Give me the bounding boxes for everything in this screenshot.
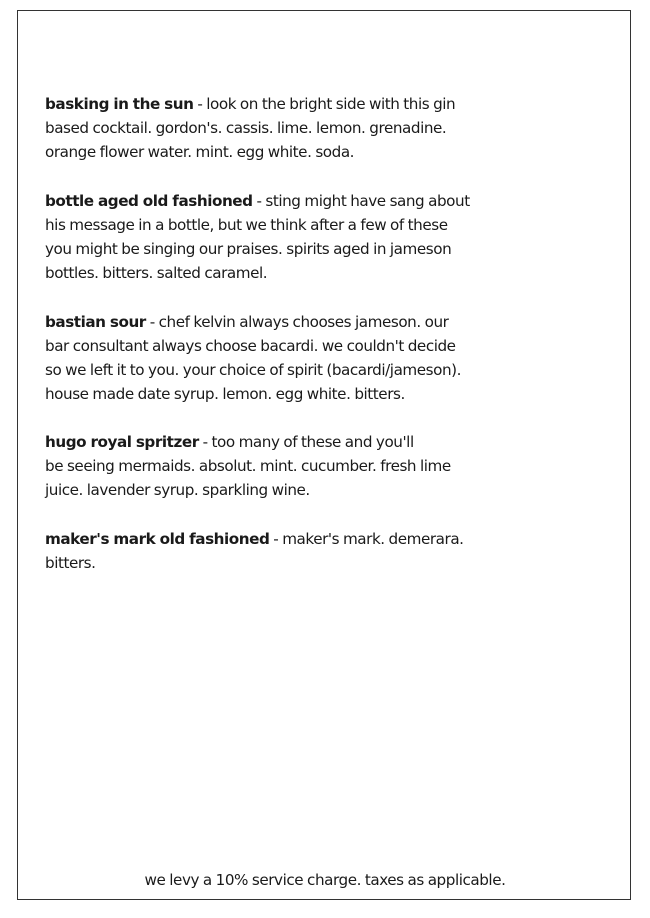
menu-item-name: hugo royal spritzer bbox=[45, 433, 199, 451]
menu-item-first-line bbox=[45, 527, 464, 551]
menu-item-description: orange flower water. mint. egg white. soda. bbox=[45, 143, 355, 161]
menu-item-bastian-sour bbox=[45, 310, 461, 406]
menu-item-makers-mark-old-fashioned bbox=[45, 527, 464, 575]
menu-item-description: - look on the bright side with this gin bbox=[193, 95, 456, 113]
menu-item-description: be seeing mermaids. absolut. mint. cucumber. fresh lime bbox=[45, 457, 451, 475]
menu-item-description: house made date syrup. lemon. egg white. bitters. bbox=[45, 385, 405, 403]
menu-item-description: so we left it to you. your choice of spirit (bacardi/jameson). bbox=[45, 361, 461, 379]
menu-item-description: - too many of these and you'll bbox=[198, 433, 414, 451]
menu-item-description: bar consultant always choose bacardi. we couldn't decide bbox=[45, 337, 456, 355]
menu-item-bottle-aged-old-fashioned bbox=[45, 189, 470, 285]
menu-item-description: - chef kelvin always chooses jameson. our bbox=[145, 313, 449, 331]
menu-item-first-line bbox=[45, 430, 451, 454]
menu-item-description: you might be singing our praises. spirits aged in jameson bbox=[45, 240, 452, 258]
menu-item-name: basking in the sun bbox=[45, 95, 194, 113]
menu-item-description: - sting might have sang about bbox=[252, 192, 470, 210]
menu-item-first-line bbox=[45, 92, 455, 116]
menu-item-description: juice. lavender syrup. sparkling wine. bbox=[45, 481, 310, 499]
menu-item-basking-in-the-sun bbox=[45, 92, 455, 164]
menu-item-description: - maker's mark. demerara. bbox=[269, 530, 464, 548]
service-charge-note: we levy a 10% service charge. taxes as applicable. bbox=[144, 871, 506, 889]
menu-item-description: his message in a bottle, but we think after a few of these bbox=[45, 216, 448, 234]
menu-item-description: bottles. bitters. salted caramel. bbox=[45, 264, 268, 282]
menu-item-first-line bbox=[45, 189, 470, 213]
menu-item-description: based cocktail. gordon's. cassis. lime. lemon. grenadine. bbox=[45, 119, 447, 137]
menu-item-first-line bbox=[45, 310, 461, 334]
menu-item-name: bastian sour bbox=[45, 313, 146, 331]
menu-item-hugo-royal-spritzer bbox=[45, 430, 451, 502]
menu-item-description: bitters. bbox=[45, 554, 96, 572]
menu-item-name: bottle aged old fashioned bbox=[45, 192, 253, 210]
menu-item-name: maker's mark old fashioned bbox=[45, 530, 270, 548]
